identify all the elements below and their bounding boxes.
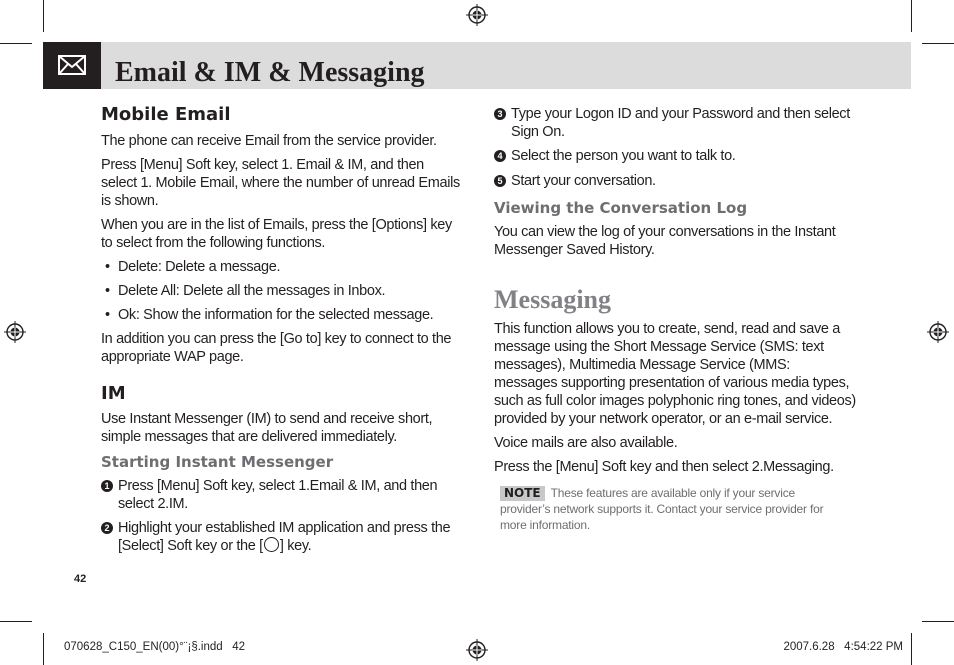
paragraph: In addition you can press the [Go to] key to connect to the appropriate WAP page. (101, 331, 452, 365)
crop-mark (922, 621, 954, 622)
step-item: 1 Press [Menu] Soft key, select 1.Email & IM, and then select 2.IM. (101, 477, 463, 513)
header-icon-box (43, 42, 101, 89)
step-item: 3 Type your Logon ID and your Password and then select Sign On. (494, 105, 856, 141)
step-item: 5 Start your conversation. (494, 172, 856, 190)
step-number-icon: 4 (494, 147, 511, 165)
list-item: • Ok: Show the information for the selected message. (105, 307, 434, 323)
step-item: 2 Highlight your established IM application and press the [Select] Soft key or the [ ] key. (101, 519, 463, 555)
paragraph: Use Instant Messenger (IM) to send and receive short, simple messages that are delivered immediately. (101, 411, 433, 445)
right-column (494, 105, 856, 533)
crop-mark (911, 0, 912, 32)
subheading-starting-im: Starting Instant Messenger (101, 453, 334, 471)
crop-mark (43, 0, 44, 32)
left-column (101, 104, 463, 555)
paragraph: When you are in the list of Emails, press the [Options] key to select from the following functions. (101, 217, 452, 251)
registration-mark-icon (466, 639, 488, 661)
step-number-icon: 3 (494, 105, 511, 141)
paragraph: You can view the log of your conversations in the Instant Messenger Saved History. (494, 224, 836, 258)
crop-mark (43, 633, 44, 665)
paragraph: Voice mails are also available. (494, 435, 678, 451)
footer-timestamp: 2007.6.28 4:54:22 PM (783, 641, 903, 653)
note-box (494, 485, 840, 533)
paragraph: This function allows you to create, send, read and save a message using the Short Message Service (SMS: text messages), Multimedia Message Service (MMS: messages supporting presentation of various media types, such as full color images polyphonic ring tones, and videos) provided by your network operator, or an e-mail service. (494, 321, 856, 427)
note-badge: NOTE (500, 486, 545, 501)
bullet-list (101, 258, 463, 324)
page-title: Email & IM & Messaging (115, 57, 425, 88)
step-item: 4 Select the person you want to talk to. (494, 147, 856, 165)
registration-mark-icon (466, 4, 488, 26)
paragraph: Press [Menu] Soft key, select 1. Email & IM, and then select 1. Mobile Email, where the number of unread Emails is shown. (101, 157, 460, 209)
envelope-icon (43, 42, 101, 89)
section-heading-im: IM (101, 383, 126, 404)
step-number-icon: 2 (101, 519, 118, 555)
crop-mark (0, 621, 32, 622)
registration-mark-icon (4, 321, 26, 343)
page-number: 42 (74, 573, 87, 585)
subheading-conversation-log: Viewing the Conversation Log (494, 199, 748, 217)
ok-key-icon (264, 537, 279, 552)
crop-mark (911, 633, 912, 665)
note-text: These features are available only if your service provider’s network supports it. Contact your service provider for more information. (500, 486, 824, 532)
list-item: • Delete All: Delete all the messages in Inbox. (105, 283, 386, 299)
registration-mark-icon (927, 321, 949, 343)
section-heading-mobile-email: Mobile Email (101, 104, 231, 125)
list-item: • Delete: Delete a message. (105, 259, 281, 275)
section-heading-messaging: Messaging (494, 285, 611, 314)
paragraph: The phone can receive Email from the service provider. (101, 133, 437, 149)
footer-file-info: 070628_C150_EN(00)°¨¡§.indd 42 (64, 641, 246, 653)
paragraph: Press the [Menu] Soft key and then select 2.Messaging. (494, 459, 834, 475)
crop-mark (922, 43, 954, 44)
crop-mark (0, 43, 32, 44)
step-number-icon: 5 (494, 172, 511, 190)
step-number-icon: 1 (101, 477, 118, 513)
